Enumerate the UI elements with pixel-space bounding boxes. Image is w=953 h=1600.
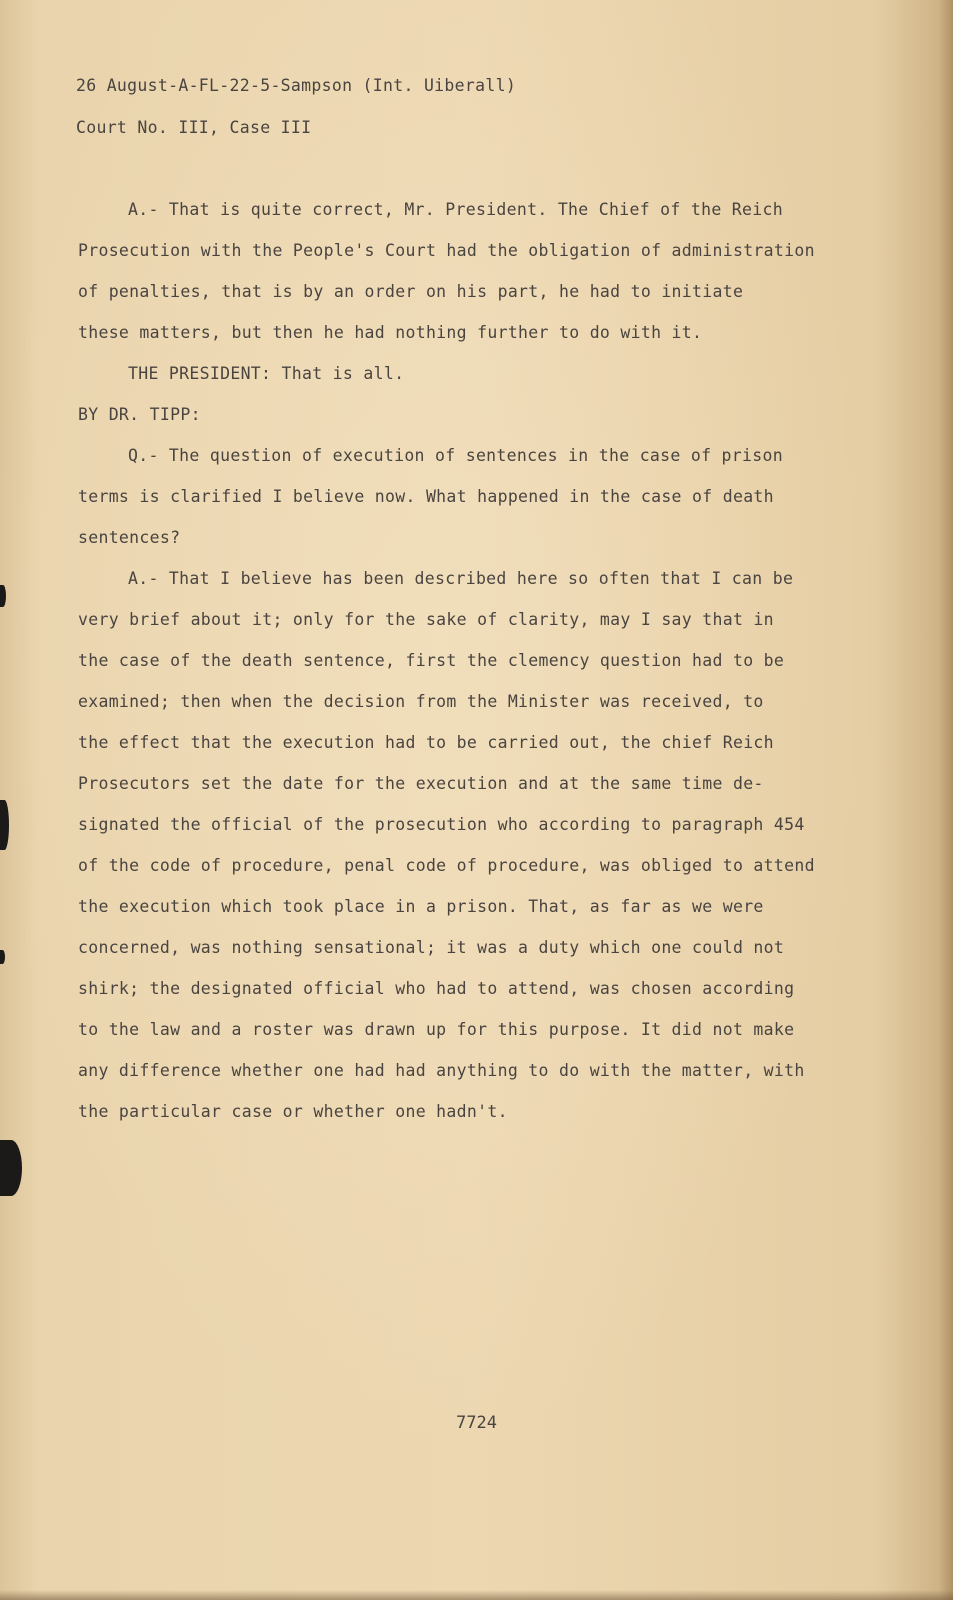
- transcript-line: the effect that the execution had to be carried out, the chief Reich: [78, 733, 774, 752]
- transcript-line: the particular case or whether one hadn't.: [78, 1102, 508, 1121]
- transcript-line: of the code of procedure, penal code of procedure, was obliged to attend: [78, 856, 815, 875]
- transcript-line: to the law and a roster was drawn up for this purpose. It did not make: [78, 1020, 795, 1039]
- transcript-line: A.- That is quite correct, Mr. President. The Chief of the Reich: [128, 200, 783, 219]
- transcript-line: terms is clarified I believe now. What happened in the case of death: [78, 487, 774, 506]
- transcript-line: the execution which took place in a prison. That, as far as we were: [78, 897, 764, 916]
- transcript-line: Prosecutors set the date for the execution and at the same time de-: [78, 774, 764, 793]
- paper-edge-shadow-right: [939, 0, 953, 1600]
- examiner-heading: BY DR. TIPP:: [78, 405, 201, 424]
- transcript-line: very brief about it; only for the sake of clarity, may I say that in: [78, 610, 774, 629]
- header-court-line: Court No. III, Case III: [76, 118, 312, 137]
- binding-hole-mark: [0, 1140, 22, 1196]
- transcript-line: examined; then when the decision from the Minister was received, to: [78, 692, 764, 711]
- transcript-line: any difference whether one had had anything to do with the matter, with: [78, 1061, 805, 1080]
- binding-hole-mark: [0, 950, 5, 964]
- transcript-line: of penalties, that is by an order on his part, he had to initiate: [78, 282, 744, 301]
- header-session-line: 26 August-A-FL-22-5-Sampson (Int. Uiberall): [76, 76, 517, 95]
- transcript-line: THE PRESIDENT: That is all.: [128, 364, 405, 383]
- transcript-line: concerned, was nothing sensational; it was a duty which one could not: [78, 938, 785, 957]
- transcript-line: Prosecution with the People's Court had the obligation of administration: [78, 241, 815, 260]
- transcript-line: A.- That I believe has been described here so often that I can be: [128, 569, 794, 588]
- transcript-line: signated the official of the prosecution who according to paragraph 454: [78, 815, 805, 834]
- transcript-line: Q.- The question of execution of sentences in the case of prison: [128, 446, 783, 465]
- transcript-line: shirk; the designated official who had to attend, was chosen according: [78, 979, 795, 998]
- paper-edge-shadow-bottom: [0, 1590, 953, 1600]
- transcript-line: the case of the death sentence, first the clemency question had to be: [78, 651, 785, 670]
- binding-hole-mark: [0, 800, 9, 850]
- transcript-line: sentences?: [78, 528, 181, 547]
- binding-hole-mark: [0, 585, 6, 607]
- page-number: 7724: [456, 1413, 497, 1433]
- transcript-line: these matters, but then he had nothing further to do with it.: [78, 323, 703, 342]
